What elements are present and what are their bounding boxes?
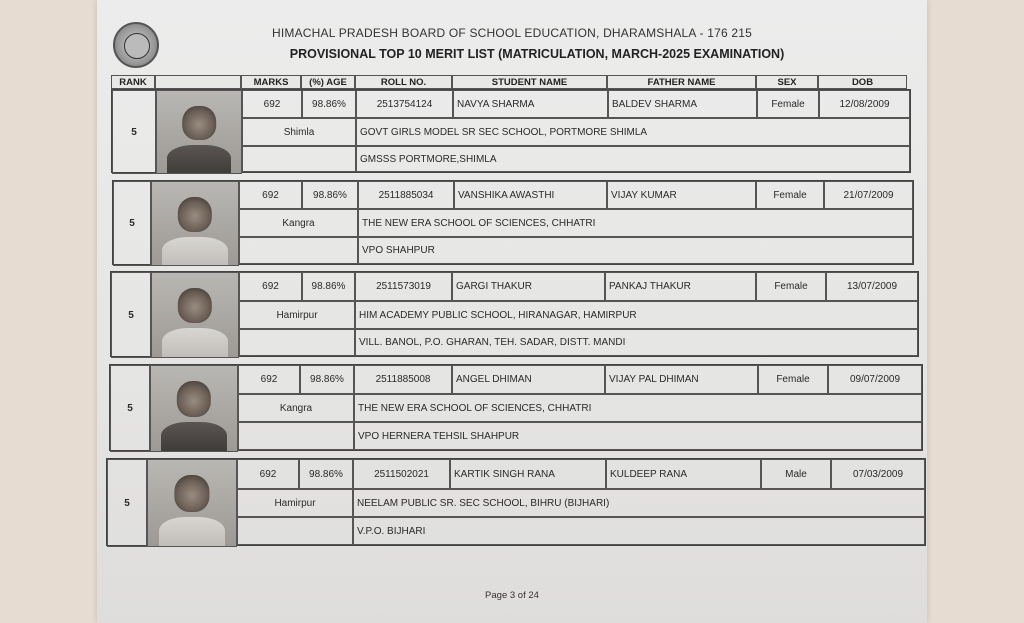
dob-value: 12/08/2009 [819,90,910,118]
percentage-value: 98.86% [302,272,355,301]
dob-value: 09/07/2009 [828,365,922,394]
col-rank: RANK [111,75,155,89]
father-name-value: PANKAJ THAKUR [605,272,756,301]
marks-value: 692 [238,365,300,394]
student-photo [151,181,239,266]
rank-value: 5 [107,459,147,547]
merit-record [111,89,911,173]
student-name-value: NAVYA SHARMA [453,90,608,118]
district-value: Hamirpur [237,489,353,517]
sex-value: Female [756,181,824,209]
student-photo [150,365,238,452]
father-name-value: VIJAY KUMAR [607,181,756,209]
rank-value: 5 [112,90,156,174]
district-value: Kangra [239,209,358,237]
col-father-name: FATHER NAME [607,75,756,89]
column-header-row [111,75,907,90]
sex-value: Female [758,365,828,394]
page-number: Page 3 of 24 [485,590,539,601]
blank-cell [239,329,355,356]
blank-cell [242,146,356,172]
school-value: THE NEW ERA SCHOOL OF SCIENCES, CHHATRI [358,209,913,237]
col-dob: DOB [818,75,907,89]
document-page [97,0,927,623]
roll-no-value: 2513754124 [356,90,453,118]
dob-value: 13/07/2009 [826,272,918,301]
percentage-value: 98.86% [299,459,353,489]
district-value: Shimla [242,118,356,146]
merit-record [110,271,919,357]
address-value: GMSSS PORTMORE,SHIMLA [356,146,910,172]
student-name-value: ANGEL DHIMAN [452,365,605,394]
col-roll-no: ROLL NO. [355,75,452,89]
percentage-value: 98.86% [300,365,354,394]
rank-value: 5 [110,365,150,452]
sex-value: Female [757,90,819,118]
father-name-value: BALDEV SHARMA [608,90,757,118]
blank-cell [237,517,353,545]
student-name-value: KARTIK SINGH RANA [450,459,606,489]
sex-value: Male [761,459,831,489]
roll-no-value: 2511502021 [353,459,450,489]
roll-no-value: 2511885008 [354,365,452,394]
roll-no-value: 2511573019 [355,272,452,301]
student-name-value: VANSHIKA AWASTHI [454,181,607,209]
district-value: Hamirpur [239,301,355,329]
percentage-value: 98.86% [302,181,358,209]
address-value: VPO HERNERA TEHSIL SHAHPUR [354,422,922,450]
address-value: V.P.O. BIJHARI [353,517,925,545]
col-student-name: STUDENT NAME [452,75,607,89]
sex-value: Female [756,272,826,301]
percentage-value: 98.86% [302,90,356,118]
merit-record [106,458,926,546]
board-name: HIMACHAL PRADESH BOARD OF SCHOOL EDUCATION, DHARAMSHALA - 176 215 [272,26,752,40]
marks-value: 692 [237,459,299,489]
address-value: VILL. BANOL, P.O. GHARAN, TEH. SADAR, DISTT. MANDI [355,329,918,356]
merit-record [109,364,923,451]
marks-value: 692 [239,181,302,209]
rank-value: 5 [111,272,151,358]
col-photo [155,75,241,89]
school-value: GOVT GIRLS MODEL SR SEC SCHOOL, PORTMORE SHIMLA [356,118,910,146]
rank-value: 5 [113,181,151,266]
student-photo [156,90,242,174]
dob-value: 07/03/2009 [831,459,925,489]
dob-value: 21/07/2009 [824,181,913,209]
col-percentage: (%) AGE [301,75,355,89]
merit-record [112,180,914,265]
student-name-value: GARGI THAKUR [452,272,605,301]
blank-cell [238,422,354,450]
father-name-value: VIJAY PAL DHIMAN [605,365,758,394]
school-value: HIM ACADEMY PUBLIC SCHOOL, HIRANAGAR, HAMIRPUR [355,301,918,329]
student-photo [147,459,237,547]
roll-no-value: 2511885034 [358,181,454,209]
col-sex: SEX [756,75,818,89]
document-title: PROVISIONAL TOP 10 MERIT LIST (MATRICULATION, MARCH-2025 EXAMINATION) [289,47,785,61]
address-value: VPO SHAHPUR [358,237,913,264]
father-name-value: KULDEEP RANA [606,459,761,489]
col-marks: MARKS [241,75,301,89]
student-photo [151,272,239,358]
district-value: Kangra [238,394,354,422]
blank-cell [239,237,358,264]
marks-value: 692 [239,272,302,301]
marks-value: 692 [242,90,302,118]
school-value: THE NEW ERA SCHOOL OF SCIENCES, CHHATRI [354,394,922,422]
school-value: NEELAM PUBLIC SR. SEC SCHOOL, BIHRU (BIJHARI) [353,489,925,517]
